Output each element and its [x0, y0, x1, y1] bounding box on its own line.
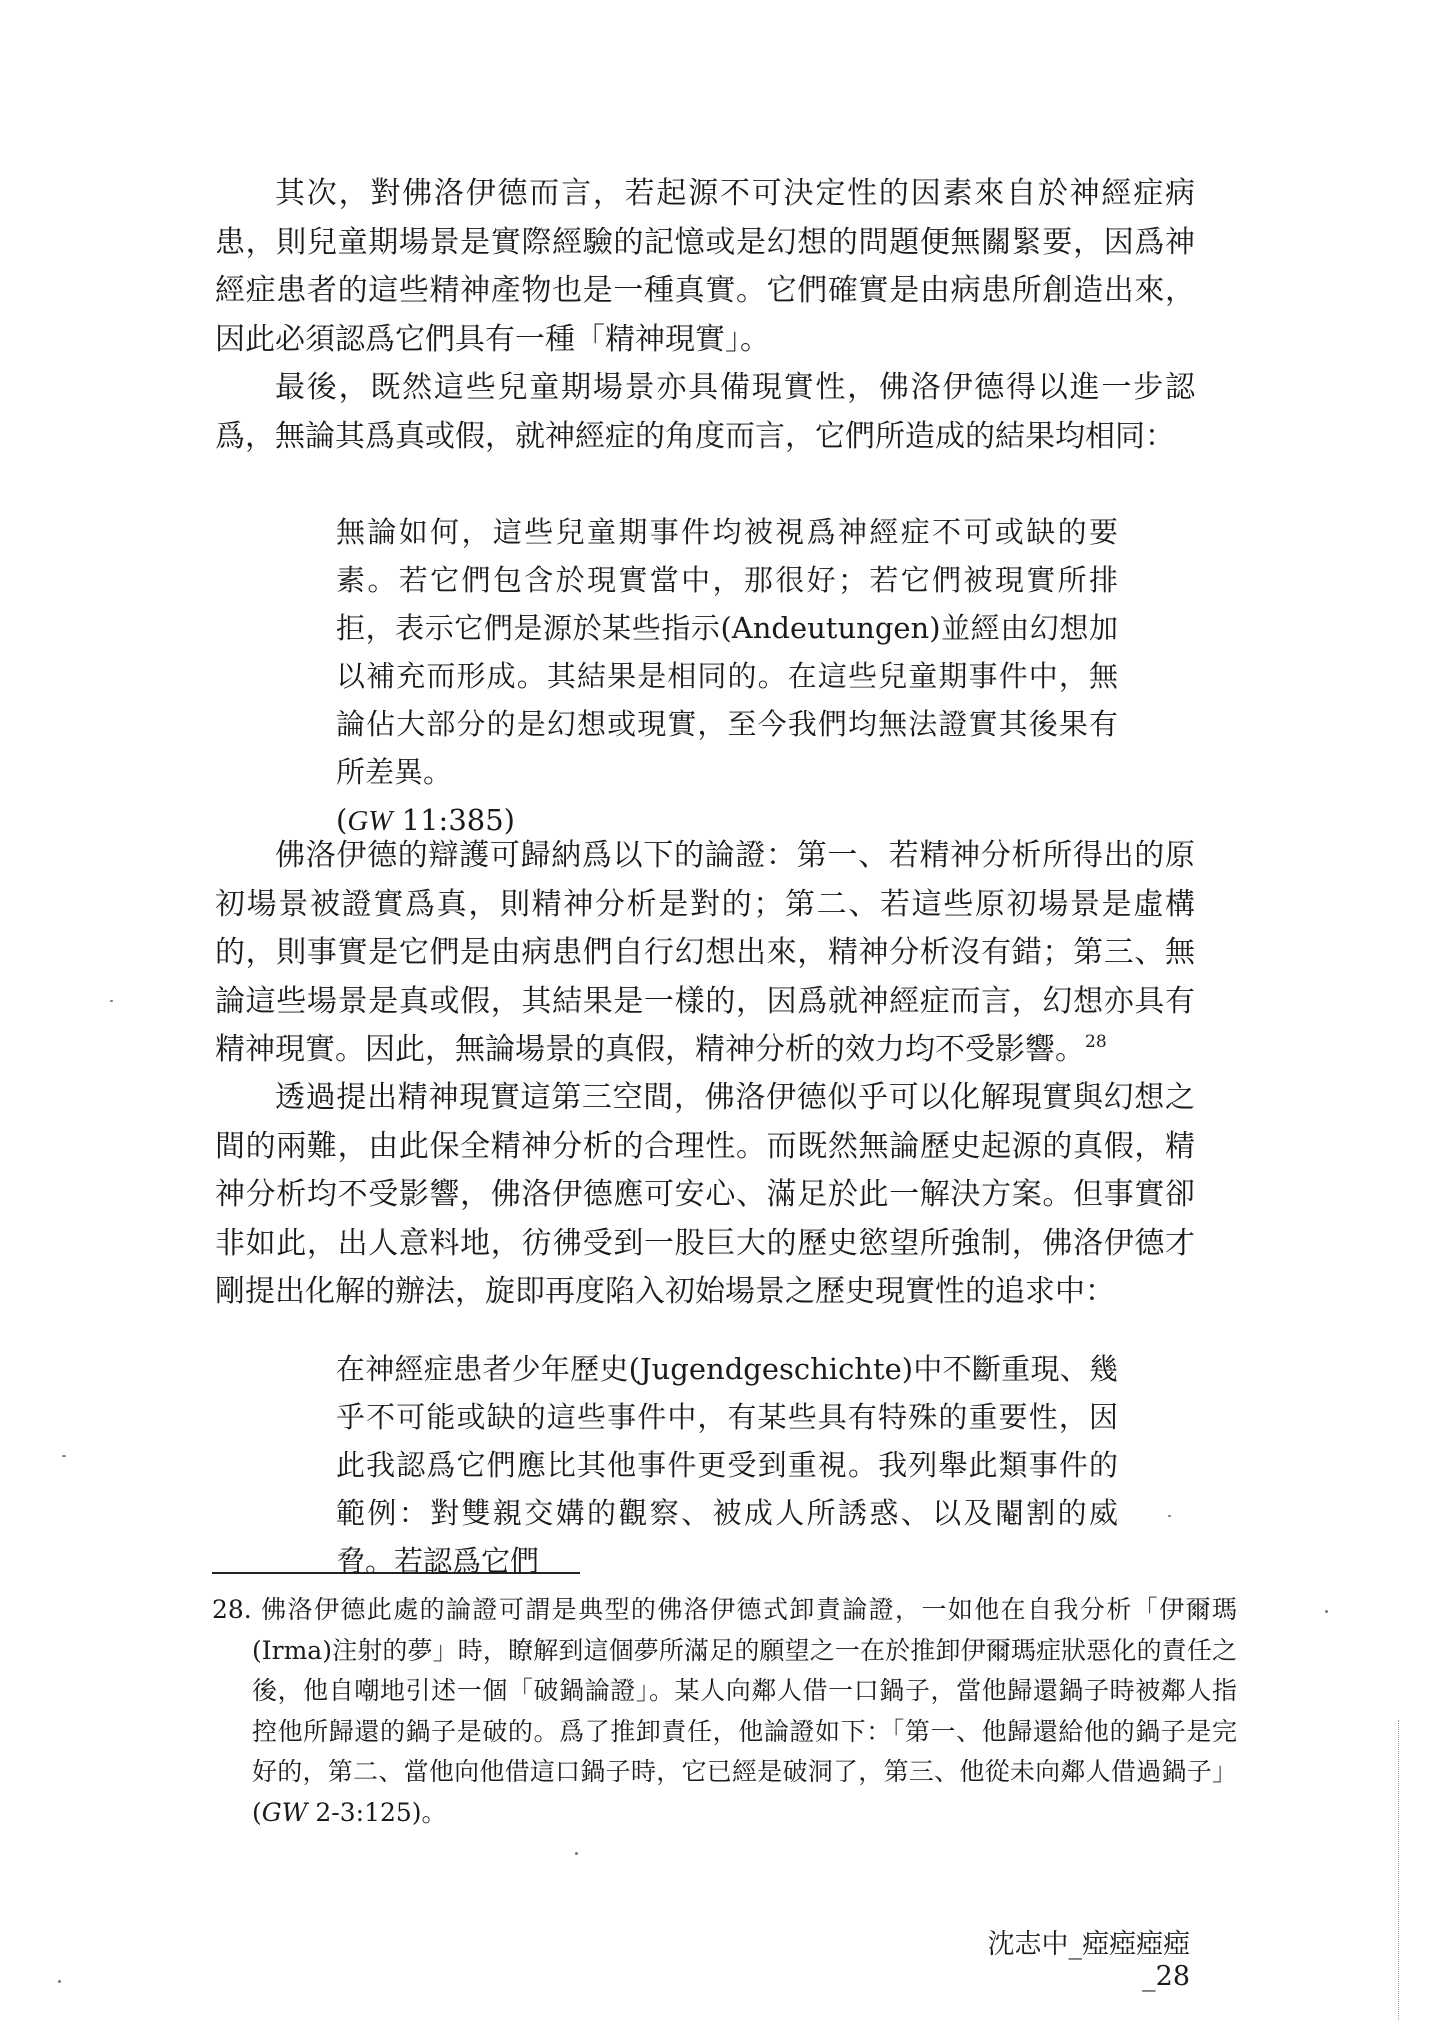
page-folio: 沈志中_瘂瘂瘂瘂_28 — [987, 1929, 1190, 1992]
footnote-separator — [212, 1572, 580, 1574]
paragraph-1: 其次，對佛洛伊德而言，若起源不可決定性的因素來自於神經症病患，則兒童期場景是實際經驗的記憶或是幻想的問題便無關緊要，因爲神經症患者的這些精神產物也是一種真實。它們確實是由病患所創造出來，因此必須認爲它們具有一種「精神現實」。 — [215, 176, 1195, 357]
block-quote-1-citation: (GW 11:385) — [336, 803, 515, 837]
citation-work: GW — [347, 805, 393, 837]
scan-speck — [110, 1000, 113, 1002]
footnote-28 — [212, 1590, 1237, 1833]
scan-speck — [1325, 1610, 1328, 1613]
block-quote-1-text: 無論如何，這些兒童期事件均被視爲神經症不可或缺的要素。若它們包含於現實當中，那很好；若它們被現實所排拒，表示它們是源於某些指示(Andeutungen)並經由幻想加以補充而形成。其結果是相同的。在這些兒童期事件中，無論佔大部分的是幻想或現實，至今我們均無法證實其後果有所差異。 — [336, 515, 1118, 789]
paragraph-2: 最後，既然這些兒童期場景亦具備現實性，佛洛伊德得以進一步認爲，無論其爲真或假，就神經症的角度而言，它們所造成的結果均相同： — [215, 370, 1195, 454]
scan-speck — [575, 1852, 578, 1855]
scan-speck — [62, 1455, 66, 1457]
block-quote-2-text: 在神經症患者少年歷史(Jugendgeschichte)中不斷重現、幾乎不可能或缺的這些事件中，有某些具有特殊的重要性，因此我認爲它們應比其他事件更受到重視。我列舉此類事件的範例：對雙親交媾的觀察、被成人所誘惑、以及閹割的威脅。若認爲它們 — [336, 1352, 1118, 1578]
footnote-number: 28. — [212, 1595, 252, 1624]
footnote-reference[interactable]: 28 — [1085, 1032, 1107, 1052]
scan-speck — [1168, 1515, 1171, 1517]
paragraph-3 — [215, 832, 1195, 1075]
footnote-citation-ref: 2-3:125)。 — [307, 1797, 447, 1827]
paragraph-4: 透過提出精神現實這第三空間，佛洛伊德似乎可以化解現實與幻想之間的兩難，由此保全精神分析的合理性。而既然無論歷史起源的真假，精神分析均不受影響，佛洛伊德應可安心、滿足於此一解決方案。但事實卻非如此，出人意料地，彷彿受到一股巨大的歷史慾望所強制，佛洛伊德才剛提出化解的辦法，旋即再度陷入初始場景之歷史現實性的追求中： — [215, 1080, 1195, 1309]
scan-speck — [58, 1980, 61, 1983]
block-quote-2 — [336, 1345, 1118, 1585]
footnote-text: 佛洛伊德此處的論證可謂是典型的佛洛伊德式卸責論證，一如他在自我分析「伊爾瑪(Irma)注射的夢」時，瞭解到這個夢所滿足的願望之一在於推卸伊爾瑪症狀惡化的責任之後，他自嘲地引述一個「破鍋論證」。某人向鄰人借一口鍋子，當他歸還鍋子時被鄰人指控他所歸還的鍋子是破的。爲了推卸責任，他論證如下：「第一、他歸還給他的鍋子是完好的，第二、當他向他借這口鍋子時，它已經是破洞了，第三、他從未向鄰人借過鍋子」( — [252, 1595, 1237, 1827]
footnote-citation-work: GW — [261, 1797, 308, 1827]
block-quote-1 — [336, 508, 1118, 845]
citation-ref: 11:385) — [392, 803, 515, 837]
paragraph-3-text: 佛洛伊德的辯護可歸納爲以下的論證：第一、若精神分析所得出的原初場景被證實爲真，則精神分析是對的；第二、若這些原初場景是虛構的，則事實是它們是由病患們自行幻想出來，精神分析沒有錯；第三、無論這些場景是真或假，其結果是一樣的，因爲就神經症而言，幻想亦具有精神現實。因此，無論場景的真假，精神分析的效力均不受影響。 — [215, 838, 1195, 1067]
scan-edge-line — [1398, 1720, 1400, 2020]
